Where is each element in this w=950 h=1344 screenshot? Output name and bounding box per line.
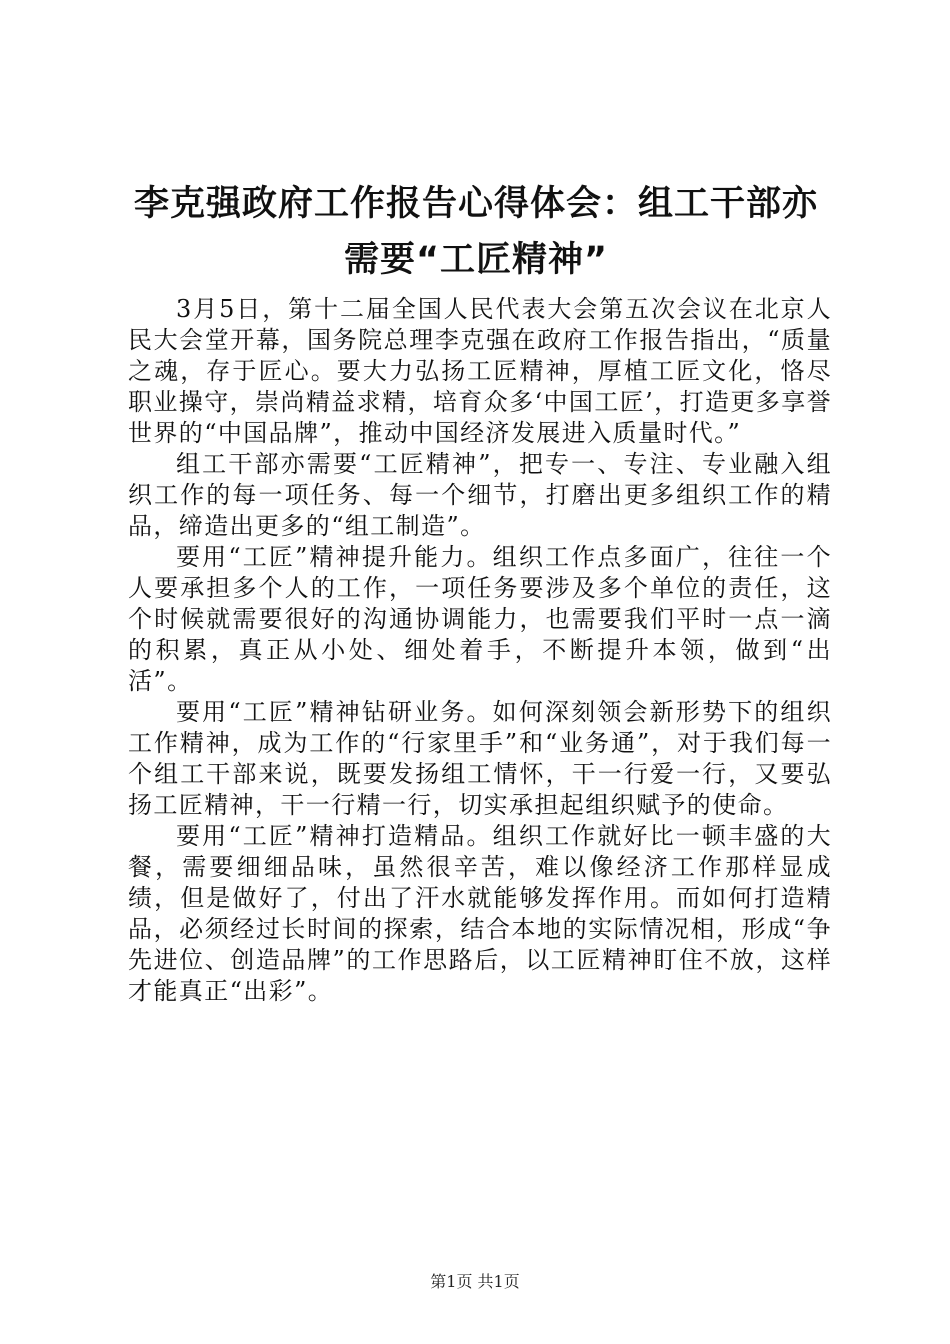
paragraph: 3月5日，第十二届全国人民代表大会第五次会议在北京人民大会堂开幕，国务院总理李克强在政府工作报告指出，“质量之魂，存于匠心。要大力弘扬工匠精神，厚植工匠文化，恪尽职业操守，崇尚精益求精，培育众多‘中国工匠’，打造更多享誉世界的“中国品牌”，推动中国经济发展进入质量时代。” [128, 295, 832, 447]
document-title: 李克强政府工作报告心得体会：组工干部亦需要“工匠精神” [133, 184, 818, 280]
paragraph: 要用“工匠”精神钻研业务。如何深刻领会新形势下的组织工作精神，成为工作的“行家里手”和“业务通”，对于我们每一个组工干部来说，既要发扬组工情怀，干一行爱一行，又要弘扬工匠精神，干一行精一行，切实承担起组织赋予的使命。 [128, 698, 832, 819]
paragraph: 要用“工匠”精神打造精品。组织工作就好比一顿丰盛的大餐，需要细细品味，虽然很辛苦，难以像经济工作那样显成绩，但是做好了，付出了汗水就能够发挥作用。而如何打造精品，必须经过长时间的探索，结合本地的实际情况相，形成“争先进位、创造品牌”的工作思路后，以工匠精神盯住不放，这样才能真正“出彩”。 [128, 822, 832, 1005]
page-footer: 第1页 共1页 [430, 1272, 520, 1291]
paragraph: 组工干部亦需要“工匠精神”，把专一、专注、专业融入组织工作的每一项任务、每一个细节，打磨出更多组织工作的精品，缔造出更多的“组工制造”。 [128, 450, 832, 540]
document-body [128, 294, 832, 1007]
paragraph: 要用“工匠”精神提升能力。组织工作点多面广，往往一个人要承担多个人的工作，一项任务要涉及多个单位的责任，这个时候就需要很好的沟通协调能力，也需要我们平时一点一滴的积累，真正从小处、细处着手，不断提升本领，做到“出活”。 [128, 543, 832, 695]
